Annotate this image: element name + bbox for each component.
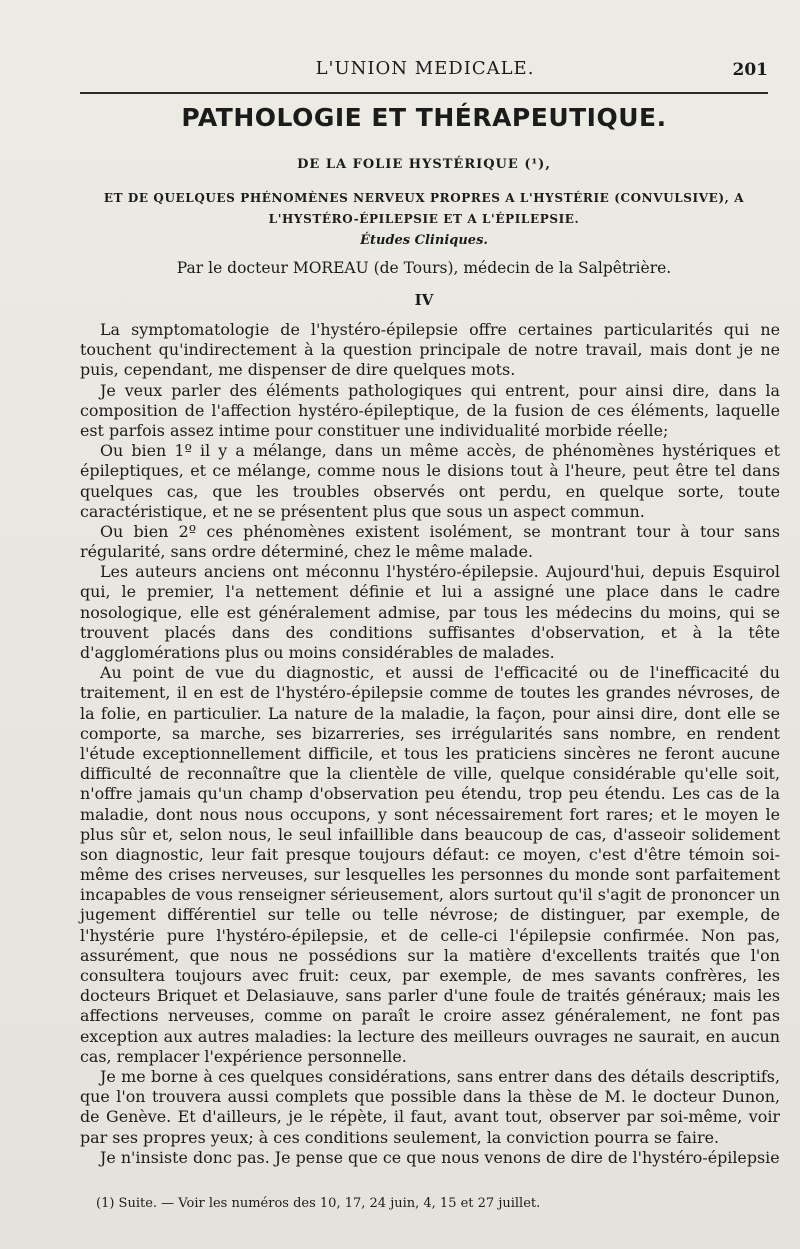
paragraph: Je veux parler des éléments pathologiques qui entrent, pour ainsi dire, dans la composition de l'affection hystéro-épileptique, de la fusion de ces éléments, laquelle est parfois assez intime pour constituer une individualité morbide réelle; [80,380,780,440]
paragraph: Au point de vue du diagnostic, et aussi de l'efficacité ou de l'inefficacité du traitement, il en est de l'hystéro-épilepsie comme de toutes les grandes névroses, de la folie, en particulier. La nature de la maladie, la façon, pour ainsi dire, dont elle se comporte, sa marche, ses bizarreries, ses irrégularités sans nombre, en rendent l'étude exceptionnellement difficile, et tous les praticiens sincères ne feront aucune difficulté de reconnaître que la clientèle de ville, quelque considérable qu'elle soit, n'offre jamais qu'un champ d'observation peu étendu, trop peu étendu. Les cas de la maladie, dont nous nous occupons, y sont nécessairement fort rares; et le moyen le plus sûr et, selon nous, le seul infaillible dans beaucoup de cas, d'asseoir solidement son diagnostic, leur fait presque toujours défaut: ce moyen, c'est d'être témoin soi-même des crises nerveuses, sur lesquelles les personnes du monde sont parfaitement incapables de vous renseigner sérieusement, alors surtout qu'il s'agit de prononcer un jugement différentiel sur telle ou telle névrose; de distinguer, par exemple, de l'hystérie pure l'hystéro-épilepsie, et de celle-ci l'épilepsie confirmée. Non pas, assurément, que nous ne possédions sur la matière d'excellents traités que l'on consultera toujours avec fruit: ceux, par exemple, de mes savants confrères, les docteurs Briquet et Delasiauve, sans parler d'une foule de traités généraux; mais les affections nerveuses, comme on paraît le croire assez généralement, ne font pas exception aux autres maladies: la lecture des meilleurs ouvrages ne saurait, en aucun cas, remplacer l'expérience personnelle. [80,663,780,1066]
paragraph: Ou bien 1º il y a mélange, dans un même accès, de phénomènes hystériques et épileptiques, et ce mélange, comme nous le disions tout à l'heure, peut être tel dans quelques cas, que les troubles observés ont perdu, en quelque sorte, toute caractéristique, et ne se présentent plus que sous un aspect commun. [80,441,780,521]
article-title: DE LA FOLIE HYSTÉRIQUE (¹), [297,157,551,172]
paragraph: La symptomatologie de l'hystéro-épilepsie offre certaines particularités qui ne touchent qu'indirectement à la question principale de notre travail, mais dont je ne puis, cependant, me dispenser de dire quelques mots. [80,320,780,380]
page-number: 201 [732,60,768,80]
running-title: L'UNION MEDICALE. [315,58,535,79]
footnote: (1) Suite. — Voir les numéros des 10, 17, 24 juin, 4, 15 et 27 juillet. [96,1196,541,1211]
article-subtitle: ET DE QUELQUES PHÉNOMÈNES NERVEUX PROPRES A L'HYSTÉRIE (CONVULSIVE), A L'HYSTÉRO-ÉPILEPSIE ET A L'ÉPILEPSIE. [103,191,745,226]
section-title: PATHOLOGIE ET THÉRAPEUTIQUE. [181,103,667,132]
article-body [80,320,780,1168]
paragraph: Je me borne à ces quelques considérations, sans entrer dans des détails descriptifs, que l'on trouvera aussi complets que possible dans la thèse de M. le docteur Dunon, de Genève. Et d'ailleurs, je le répète, il faut, avant tout, observer par soi-même, voir par ses propres yeux; à ces conditions seulement, la conviction pourra se faire. [80,1066,780,1147]
running-head [80,56,770,84]
paragraph: Les auteurs anciens ont méconnu l'hystéro-épilepsie. Aujourd'hui, depuis Esquirol qui, le premier, l'a nettement définie et lui a assigné une place dans le cadre nosologique, elle est généralement admise, par tous les médecins du moins, qui se trouvent placés dans des conditions suffisantes d'observation, et à la tête d'agglomérations plus ou moins considérables de malades. [80,562,780,662]
paragraph: Ou bien 2º ces phénomènes existent isolément, se montrant tour à tour sans régularité, sans ordre déterminé, chez le même malade. [80,521,780,562]
series-heading: Études Cliniques. [360,233,488,248]
paragraph: Je n'insiste donc pas. Je pense que ce que nous venons de dire de l'hystéro-épilepsie [100,1147,780,1167]
author-line: Par le docteur MOREAU (de Tours), médecin de la Salpêtrière. [176,259,672,277]
chapter-number: IV [414,291,434,309]
header-rule [80,92,768,94]
